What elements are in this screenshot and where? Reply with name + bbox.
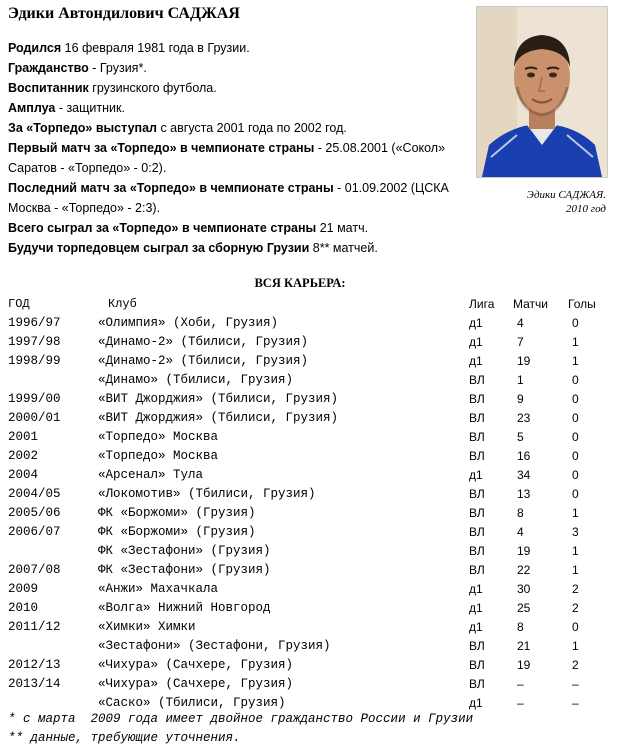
bio-line-national [8, 238, 468, 258]
cell-club: «Зестафони» (Зестафони, Грузия) [98, 639, 331, 653]
cell-matches: – [517, 696, 524, 710]
cell-year: 2002 [8, 449, 39, 463]
bio-text: грузинского футбола. [88, 81, 217, 95]
table-row [8, 656, 608, 675]
cell-club: «ВИТ Джорджия» (Тбилиси, Грузия) [98, 392, 339, 406]
cell-club: «Чихура» (Сачхере, Грузия) [98, 677, 294, 691]
cell-year: 2010 [8, 601, 39, 615]
bio-text: - 01.09.2002 (ЦСКА Москва - «Торпедо» - 2:3). [8, 181, 449, 215]
career-title: ВСЯ КАРЬЕРА: [254, 276, 346, 290]
cell-goals: 1 [572, 354, 579, 368]
cell-goals: 2 [572, 658, 579, 672]
cell-league: д1 [469, 696, 483, 710]
cell-matches: 8 [517, 506, 524, 520]
bio-line-first-match [8, 138, 468, 178]
cell-matches: 4 [517, 316, 524, 330]
bio-label: За «Торпедо» выступал [8, 121, 157, 135]
table-row [8, 409, 608, 428]
cell-goals: 1 [572, 506, 579, 520]
cell-year: 2004/05 [8, 487, 61, 501]
bio-text: - 25.08.2001 («Сокол» Саратов - «Торпедо» - 0:2). [8, 141, 446, 175]
cell-league: ВЛ [469, 449, 485, 463]
cell-year: 2011/12 [8, 620, 61, 634]
cell-league: ВЛ [469, 411, 485, 425]
header-club: Клуб [108, 297, 137, 311]
cell-matches: 34 [517, 468, 531, 482]
cell-league: ВЛ [469, 506, 485, 520]
footnotes [8, 710, 473, 748]
cell-matches: 16 [517, 449, 531, 463]
cell-club: «Арсенал» Тула [98, 468, 204, 482]
table-row [8, 371, 608, 390]
bio-line-birth [8, 38, 468, 58]
cell-matches: 19 [517, 544, 531, 558]
cell-matches: 25 [517, 601, 531, 615]
table-row [8, 618, 608, 637]
cell-year: 1998/99 [8, 354, 61, 368]
table-row [8, 561, 608, 580]
cell-matches: 23 [517, 411, 531, 425]
cell-matches: 30 [517, 582, 531, 596]
cell-goals: 0 [572, 373, 579, 387]
bio-label: Последний матч за «Торпедо» в чемпионате страны [8, 181, 334, 195]
cell-goals: 1 [572, 639, 579, 653]
cell-goals: – [572, 696, 579, 710]
cell-club: «Химки» Химки [98, 620, 196, 634]
table-row [8, 523, 608, 542]
cell-year: 1999/00 [8, 392, 61, 406]
cell-matches: – [517, 677, 524, 691]
table-row [8, 542, 608, 561]
cell-club: «Волга» Нижний Новгород [98, 601, 271, 615]
cell-league: ВЛ [469, 487, 485, 501]
cell-matches: 9 [517, 392, 524, 406]
cell-club: «Динамо» (Тбилиси, Грузия) [98, 373, 294, 387]
cell-club: «Торпедо» Москва [98, 449, 219, 463]
table-row [8, 580, 608, 599]
bio-line-total [8, 218, 468, 238]
cell-league: ВЛ [469, 639, 485, 653]
cell-matches: 13 [517, 487, 531, 501]
cell-matches: 4 [517, 525, 524, 539]
table-row [8, 504, 608, 523]
bio-label: Будучи торпедовцем сыграл за сборную Грузии [8, 241, 310, 255]
cell-matches: 5 [517, 430, 524, 444]
header-year: ГОД [8, 297, 30, 311]
bio-label: Амплуа [8, 101, 56, 115]
cell-league: д1 [469, 620, 483, 634]
cell-year: 1997/98 [8, 335, 61, 349]
bio-text: - Грузия*. [88, 61, 147, 75]
cell-club: ФК «Зестафони» (Грузия) [98, 544, 271, 558]
cell-league: ВЛ [469, 658, 485, 672]
cell-matches: 21 [517, 639, 531, 653]
cell-league: ВЛ [469, 563, 485, 577]
cell-league: ВЛ [469, 430, 485, 444]
cell-goals: 0 [572, 392, 579, 406]
career-table [8, 295, 608, 713]
footnote-unverified: ** данные, требующие уточнения. [8, 731, 241, 745]
cell-league: ВЛ [469, 525, 485, 539]
bio-line-youth [8, 78, 468, 98]
cell-goals: 0 [572, 430, 579, 444]
bio-text: - защитник. [55, 101, 125, 115]
cell-goals: 0 [572, 468, 579, 482]
footnote-citizenship: * с марта 2009 года имеет двойное гражданство России и Грузии [8, 712, 474, 726]
player-photo [476, 6, 608, 178]
bio-text: с августа 2001 года по 2002 год. [156, 121, 347, 135]
photo-caption [476, 188, 606, 216]
cell-matches: 19 [517, 354, 531, 368]
cell-matches: 7 [517, 335, 524, 349]
cell-matches: 8 [517, 620, 524, 634]
header-goals: Голы [568, 297, 596, 311]
bio-text: 8** матчей. [309, 241, 378, 255]
cell-year: 2006/07 [8, 525, 61, 539]
cell-league: ВЛ [469, 677, 485, 691]
cell-league: д1 [469, 468, 483, 482]
cell-goals: 0 [572, 449, 579, 463]
caption-year: 2010 год [566, 203, 606, 215]
cell-year: 2007/08 [8, 563, 61, 577]
table-row [8, 352, 608, 371]
table-row [8, 447, 608, 466]
cell-matches: 1 [517, 373, 524, 387]
bio-label: Всего сыграл за «Торпедо» в чемпионате страны [8, 221, 317, 235]
cell-club: «Чихура» (Сачхере, Грузия) [98, 658, 294, 672]
table-row [8, 675, 608, 694]
cell-goals: 0 [572, 411, 579, 425]
cell-league: ВЛ [469, 544, 485, 558]
cell-matches: 19 [517, 658, 531, 672]
table-row [8, 485, 608, 504]
cell-league: д1 [469, 316, 483, 330]
table-row [8, 390, 608, 409]
cell-year: 2009 [8, 582, 39, 596]
cell-goals: 0 [572, 316, 579, 330]
cell-goals: 1 [572, 563, 579, 577]
header-league: Лига [469, 297, 495, 311]
cell-league: ВЛ [469, 373, 485, 387]
bio-label: Родился [8, 41, 62, 55]
player-portrait-illustration [477, 7, 607, 177]
cell-league: д1 [469, 354, 483, 368]
table-row [8, 333, 608, 352]
bio-line-last-match [8, 178, 468, 218]
table-row [8, 599, 608, 618]
table-row [8, 314, 608, 333]
caption-name: Эдики САДЖАЯ. [526, 189, 606, 201]
bio-label: Воспитанник [8, 81, 89, 95]
cell-club: ФК «Боржоми» (Грузия) [98, 525, 256, 539]
cell-club: ФК «Боржоми» (Грузия) [98, 506, 256, 520]
table-header [8, 295, 608, 314]
header-matches: Матчи [513, 297, 548, 311]
table-row [8, 428, 608, 447]
cell-club: «Торпедо» Москва [98, 430, 219, 444]
bio-label: Гражданство [8, 61, 89, 75]
bio-line-citizenship [8, 58, 468, 78]
bio-section [8, 38, 468, 258]
bio-line-period [8, 118, 468, 138]
cell-year: 2001 [8, 430, 39, 444]
cell-club: «Динамо-2» (Тбилиси, Грузия) [98, 354, 309, 368]
table-row [8, 637, 608, 656]
cell-club: «Динамо-2» (Тбилиси, Грузия) [98, 335, 309, 349]
player-name: Эдики Автондилович САДЖАЯ [8, 5, 240, 22]
cell-year: 2005/06 [8, 506, 61, 520]
cell-club: «Саско» (Тбилиси, Грузия) [98, 696, 286, 710]
cell-goals: 0 [572, 487, 579, 501]
cell-year: 2000/01 [8, 411, 61, 425]
cell-goals: – [572, 677, 579, 691]
cell-club: «Олимпия» (Хоби, Грузия) [98, 316, 279, 330]
cell-club: ФК «Зестафони» (Грузия) [98, 563, 271, 577]
bio-text: 16 февраля 1981 года в Грузии. [61, 41, 250, 55]
cell-league: д1 [469, 335, 483, 349]
cell-league: д1 [469, 582, 483, 596]
cell-year: 2012/13 [8, 658, 61, 672]
bio-text: 21 матч. [316, 221, 369, 235]
cell-year: 2004 [8, 468, 39, 482]
cell-goals: 2 [572, 601, 579, 615]
table-row [8, 466, 608, 485]
cell-goals: 1 [572, 335, 579, 349]
cell-goals: 1 [572, 544, 579, 558]
cell-league: д1 [469, 601, 483, 615]
cell-goals: 0 [572, 620, 579, 634]
bio-line-position [8, 98, 468, 118]
cell-matches: 22 [517, 563, 531, 577]
cell-goals: 3 [572, 525, 579, 539]
cell-club: «ВИТ Джорджия» (Тбилиси, Грузия) [98, 411, 339, 425]
cell-club: «Локомотив» (Тбилиси, Грузия) [98, 487, 316, 501]
cell-league: ВЛ [469, 392, 485, 406]
cell-year: 1996/97 [8, 316, 61, 330]
cell-year: 2013/14 [8, 677, 61, 691]
cell-club: «Анжи» Махачкала [98, 582, 219, 596]
cell-goals: 2 [572, 582, 579, 596]
bio-label: Первый матч за «Торпедо» в чемпионате страны [8, 141, 315, 155]
